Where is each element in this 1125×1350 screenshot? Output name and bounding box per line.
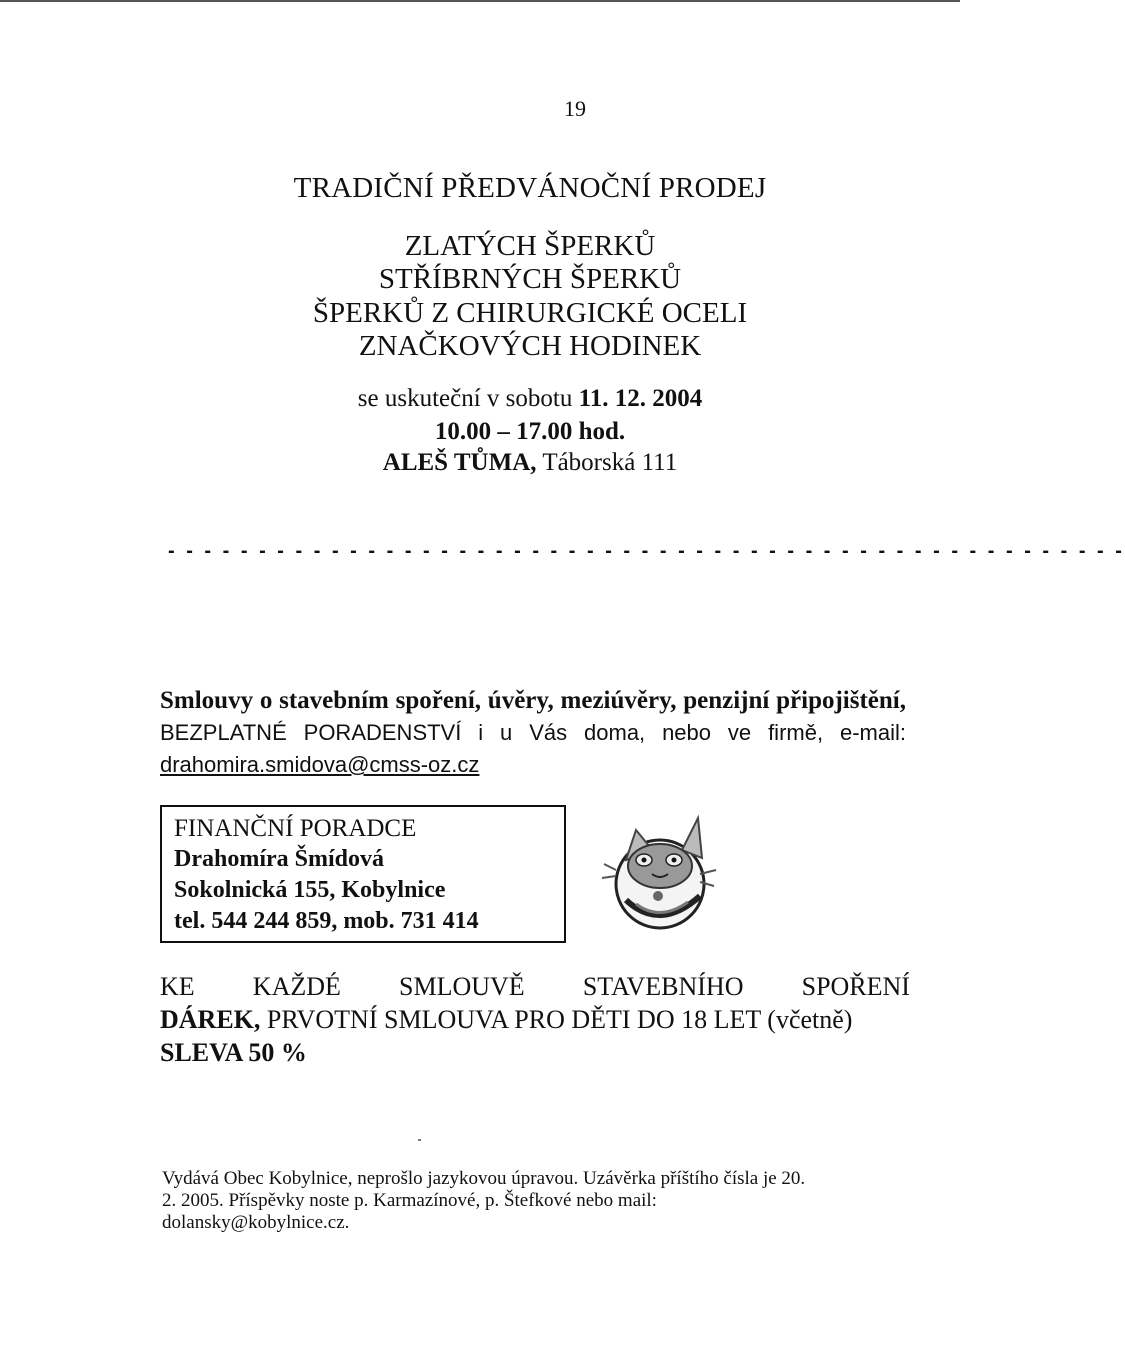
services-text: BEZPLATNÉ PORADENSTVÍ i u Vás doma, nebo ve firmě, e-mail: <box>160 720 906 745</box>
services-bold-text: Smlouvy o stavebním spoření, úvěry, meziúvěry, penzijní připojištění, <box>160 687 906 714</box>
page-top-rule <box>0 0 960 2</box>
event-date-prefix: se uskuteční v sobotu <box>357 385 579 412</box>
advisor-title: FINANČNÍ PORADCE <box>174 815 417 842</box>
offer-word: SMLOUVĚ <box>399 972 525 1001</box>
product-item: STŘÍBRNÝCH ŠPERKŮ <box>378 263 682 295</box>
offer-discount: SLEVA 50 % <box>160 1038 307 1067</box>
scan-speck <box>418 1139 421 1141</box>
offer-word: KAŽDÉ <box>252 972 341 1001</box>
advisor-phone: tel. 544 244 859, mob. 731 414 <box>174 908 479 934</box>
offer-line-1 <box>160 970 910 1003</box>
advisor-address: Sokolnická 155, Kobylnice <box>174 877 446 903</box>
services-paragraph <box>160 685 906 781</box>
product-item: ZNAČKOVÝCH HODINEK <box>358 330 702 362</box>
product-item: ŠPERKŮ Z CHIRURGICKÉ OCELI <box>312 297 748 329</box>
offer-block <box>160 970 910 1069</box>
organizer-name: ALEŠ TŮMA, <box>382 449 537 476</box>
cut-line-separator: - - - - - - - - - - - - - - - - - - - - - - - - - - - - - - - - - - - - - - - - - - - - - - - - - - - - - <box>168 540 1125 562</box>
event-date: 11. 12. 2004 <box>578 385 703 412</box>
page-number: 19 <box>564 96 586 121</box>
offer-gift-text: PRVOTNÍ SMLOUVA PRO DĚTI DO 18 LET (včetně) <box>260 1005 853 1034</box>
squirrel-logo-icon <box>596 800 726 940</box>
advisor-contact-box <box>160 805 566 943</box>
offer-word: KE <box>160 972 195 1001</box>
offer-line-2 <box>160 1003 910 1036</box>
offer-word: STAVEBNÍHO <box>582 972 744 1001</box>
event-date-line <box>150 385 910 413</box>
organizer-address: Táborská 111 <box>536 449 678 476</box>
offer-word: SPOŘENÍ <box>801 972 910 1001</box>
product-item: ZLATÝCH ŠPERKŮ <box>404 230 656 262</box>
advisor-name: Drahomíra Šmídová <box>174 846 384 872</box>
event-time: 10.00 – 17.00 hod. <box>434 418 626 445</box>
promo-title: TRADIČNÍ PŘEDVÁNOČNÍ PRODEJ <box>293 172 767 204</box>
email-link[interactable]: drahomira.smidova@cmss-oz.cz <box>160 752 480 777</box>
offer-gift-bold: DÁREK, <box>160 1005 261 1034</box>
publisher-footer: Vydává Obec Kobylnice, neprošlo jazykovou úpravou. Uzávěrka příštího čísla je 20. 2. 2005. Příspěvky noste p. Karmazínové, p. Štefkové nebo mail: dolansky@kobylnice.cz. <box>162 1168 806 1233</box>
organizer-line <box>150 449 910 477</box>
